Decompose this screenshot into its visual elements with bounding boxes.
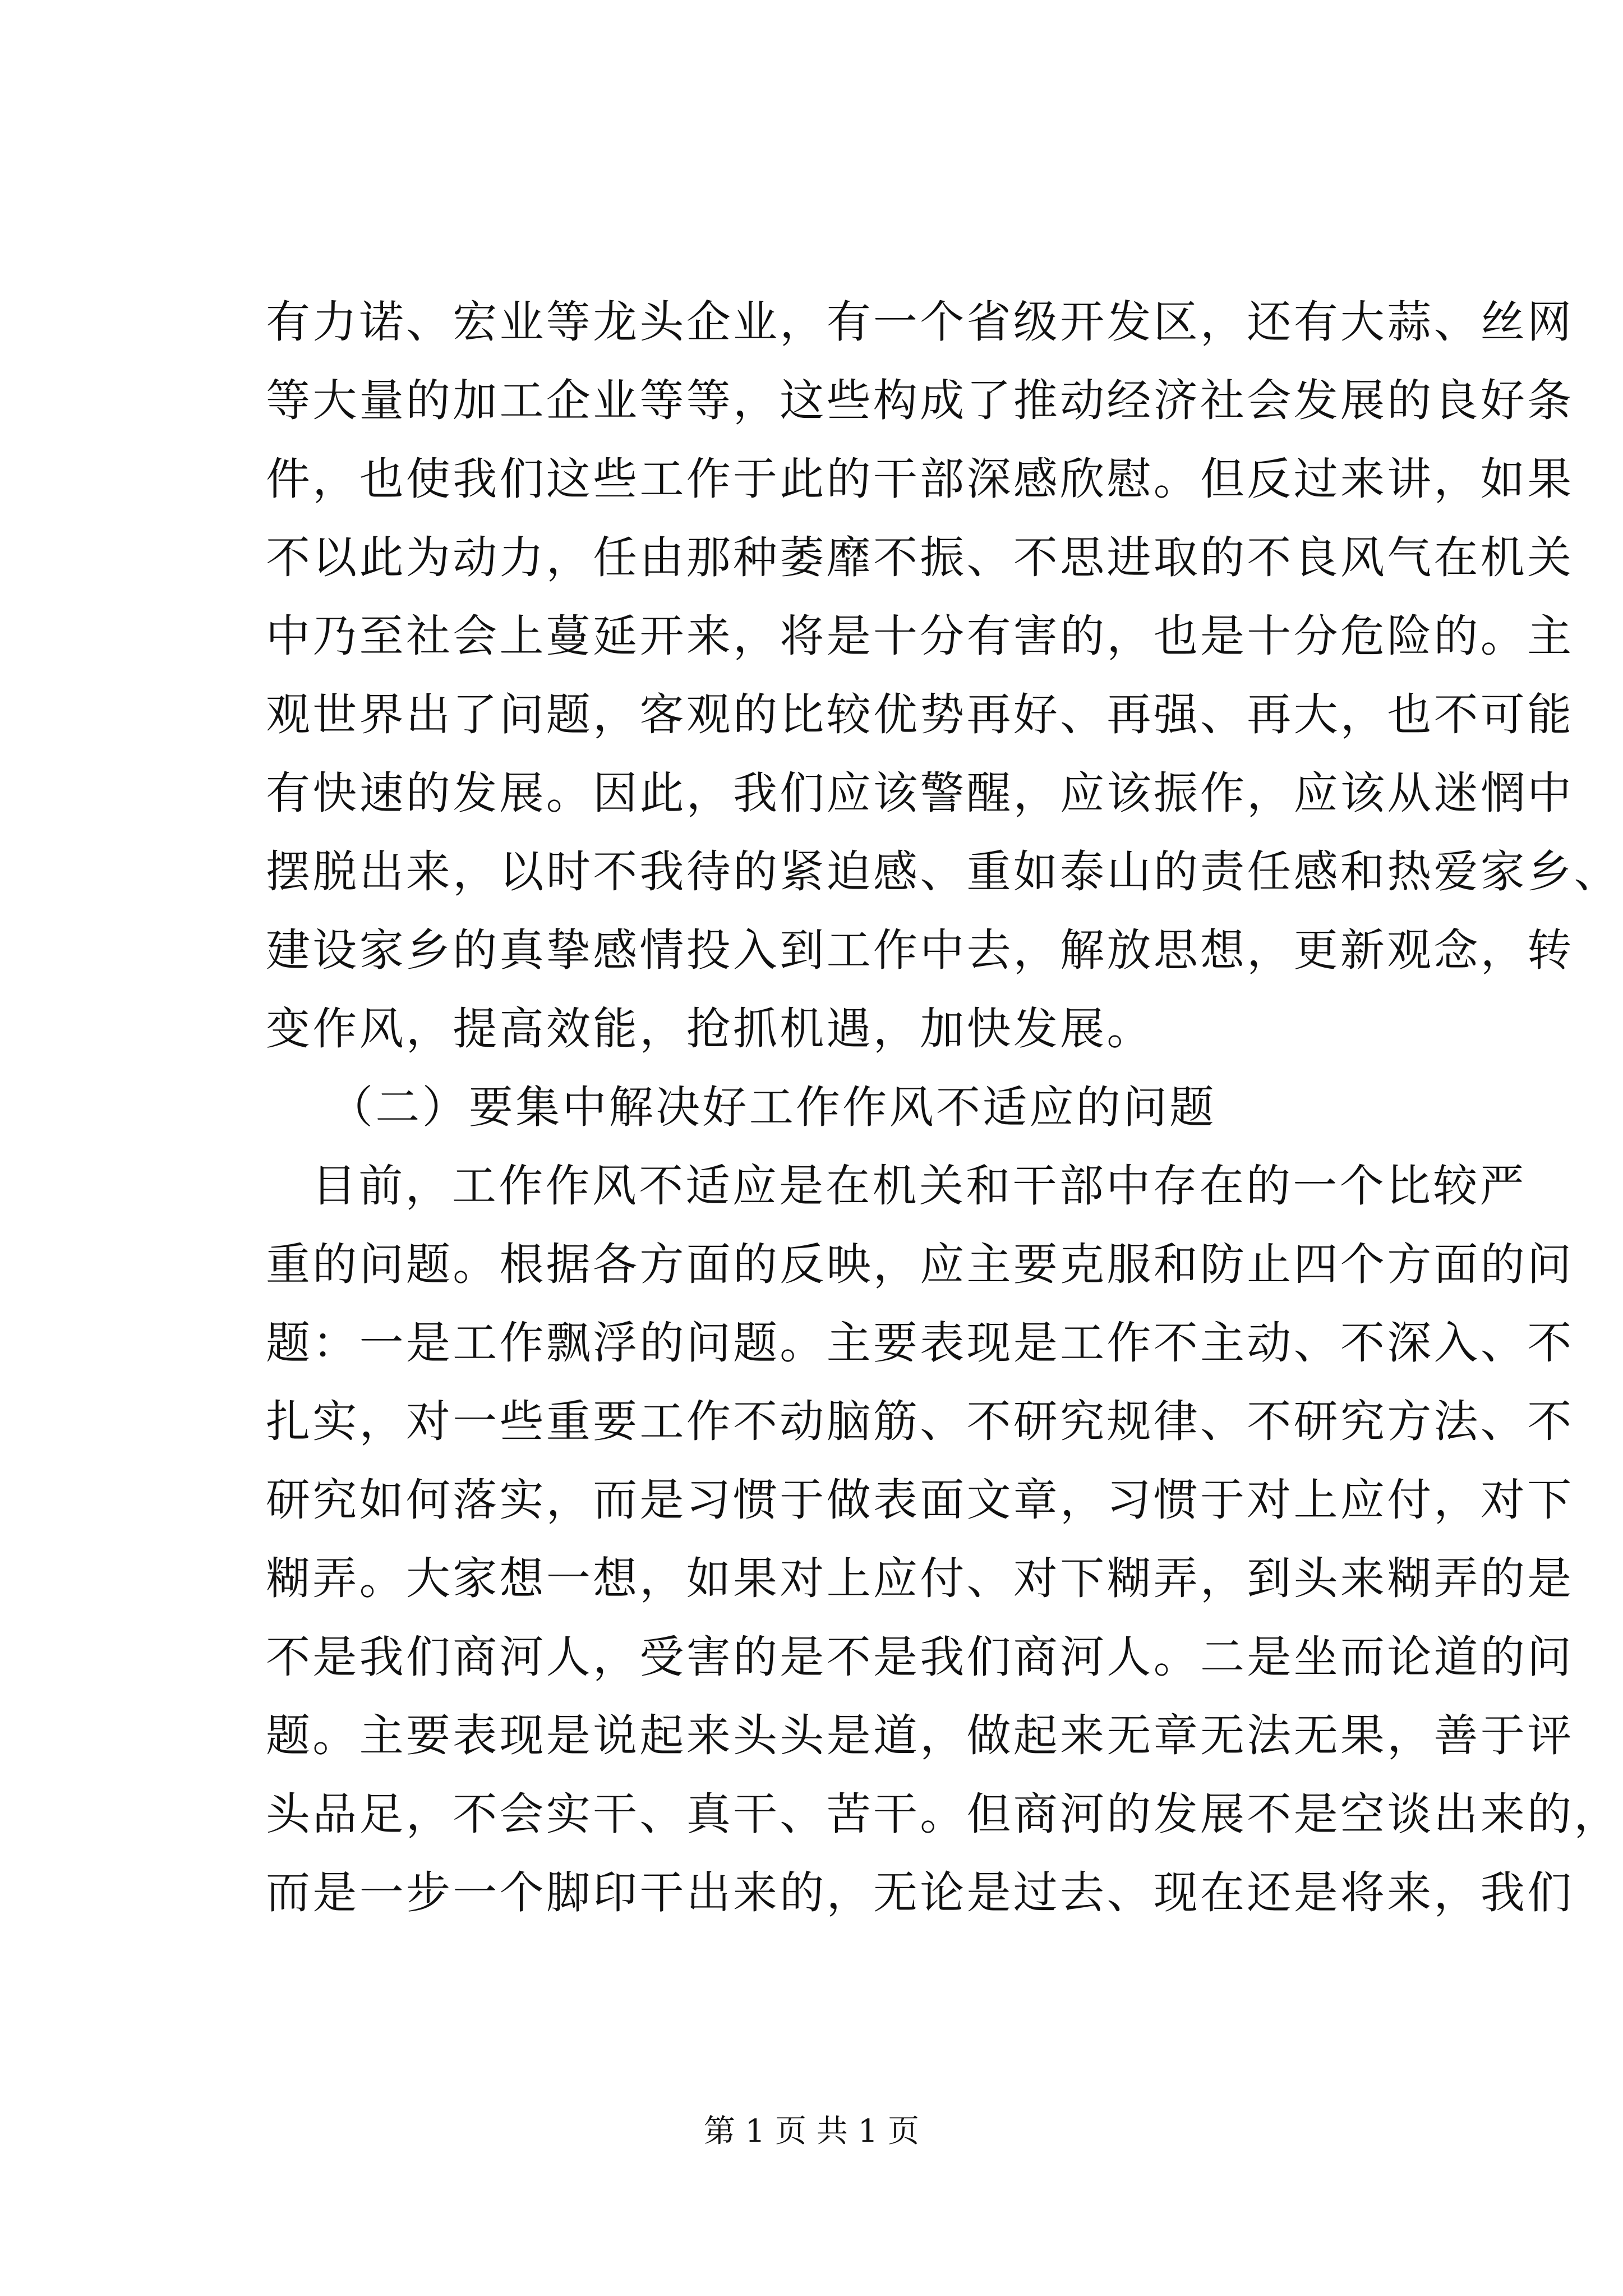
text-line: 而是一步一个脚印干出来的，无论是过去、现在还是将来，我们 <box>266 1867 1574 1918</box>
text-line: 糊弄。大家想一想，如果对上应付、对下糊弄，到头来糊弄的是 <box>266 1553 1574 1604</box>
text-line: 有快速的发展。因此，我们应该警醒，应该振作，应该从迷惘中 <box>266 767 1574 819</box>
text-line: 研究如何落实，而是习惯于做表面文章，习惯于对上应付，对下 <box>266 1474 1574 1526</box>
text-line: 题：一是工作飘浮的问题。主要表现是工作不主动、不深入、不 <box>266 1317 1574 1369</box>
text-line: 题。主要表现是说起来头头是道，做起来无章无法无果，善于评 <box>266 1710 1574 1761</box>
text-line: 扎实，对一些重要工作不动脑筋、不研究规律、不研究方法、不 <box>266 1396 1574 1447</box>
section-heading: （二）要集中解决好工作作风不适应的问题 <box>329 1082 1216 1133</box>
text-line: 有力诺、宏业等龙头企业，有一个省级开发区，还有大蒜、丝网 <box>266 296 1574 348</box>
text-line: 建设家乡的真挚感情投入到工作中去，解放思想，更新观念，转 <box>266 924 1574 976</box>
text-line: 观世界出了问题，客观的比较优势再好、再强、再大，也不可能 <box>266 689 1574 740</box>
page-number: 第 1 页 共 1 页 <box>703 2113 920 2150</box>
text-line: 件，也使我们这些工作于此的干部深感欣慰。但反过来讲，如果 <box>266 453 1574 505</box>
body-text <box>266 283 1621 1932</box>
text-line: 摆脱出来，以时不我待的紧迫感、重如泰山的责任感和热爱家乡、 <box>266 846 1621 898</box>
text-line: 头品足，不会实干、真干、苦干。但商河的发展不是空谈出来的， <box>266 1788 1621 1840</box>
text-line: 中乃至社会上蔓延开来，将是十分有害的，也是十分危险的。主 <box>266 610 1574 662</box>
page-footer <box>0 2109 1623 2154</box>
paragraph-first-line: 目前，工作作风不适应是在机关和干部中存在的一个比较严 <box>312 1160 1527 1212</box>
text-line: 不以此为动力，任由那种萎靡不振、不思进取的不良风气在机关 <box>266 532 1574 583</box>
text-line: 重的问题。根据各方面的反映，应主要克服和防止四个方面的问 <box>266 1239 1574 1290</box>
text-line: 不是我们商河人，受害的是不是我们商河人。二是坐而论道的问 <box>266 1631 1574 1683</box>
text-line: 等大量的加工企业等等，这些构成了推动经济社会发展的良好条 <box>266 375 1574 426</box>
text-line: 变作风，提高效能，抢抓机遇，加快发展。 <box>266 1003 1154 1055</box>
